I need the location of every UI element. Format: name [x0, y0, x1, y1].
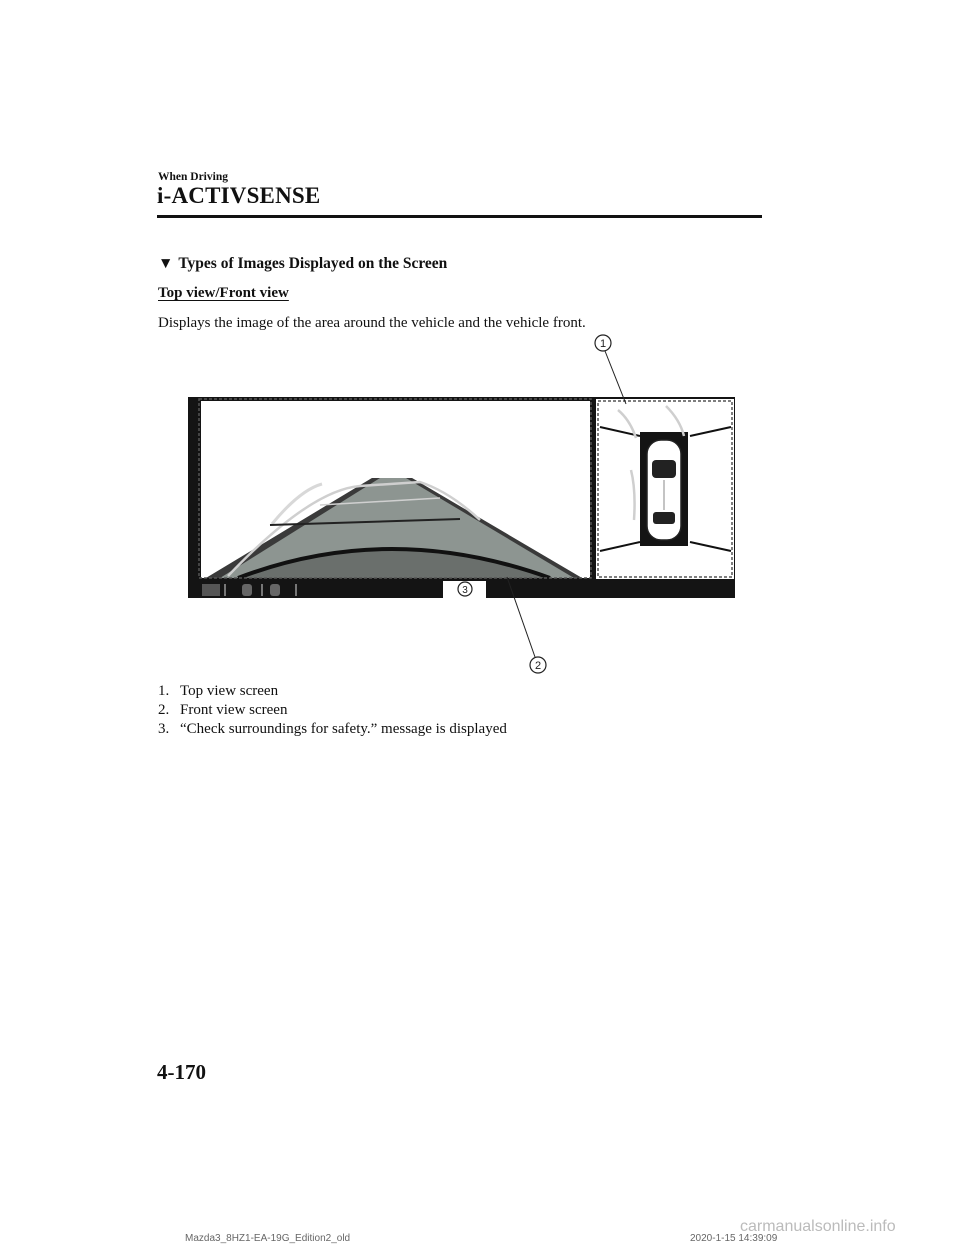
list-item: 1. Top view screen [158, 683, 279, 699]
section-label: When Driving [158, 171, 228, 183]
section-heading-text: Types of Images Displayed on the Screen [178, 255, 448, 272]
chapter-title: i-ACTIVSENSE [157, 183, 321, 208]
sensor-icon [242, 584, 252, 596]
footer-timestamp: 2020-1-15 14:39:09 [690, 1233, 778, 1244]
watermark: carmanualsonline.info [740, 1218, 896, 1235]
body-text: Displays the image of the area around the vehicle and the vehicle front. [158, 315, 586, 331]
sensor-icon [270, 584, 280, 596]
callout-3-label: 3 [462, 585, 468, 596]
callout-1-leader [605, 351, 626, 404]
list-item: 2. Front view screen [158, 702, 288, 718]
callout-2-label: 2 [534, 660, 542, 672]
camera-icon [202, 584, 220, 596]
callout-1-label: 1 [599, 338, 607, 350]
list-item: 3. “Check surroundings for safety.” message is displayed [158, 721, 507, 737]
figure-legend [158, 682, 507, 739]
triangle-marker-icon: ▼ [158, 255, 174, 272]
subheading: Top view/Front view [158, 285, 289, 301]
page-number: 4-170 [157, 1060, 206, 1084]
footer-filename: Mazda3_8HZ1-EA-19G_Edition2_old [185, 1233, 351, 1244]
